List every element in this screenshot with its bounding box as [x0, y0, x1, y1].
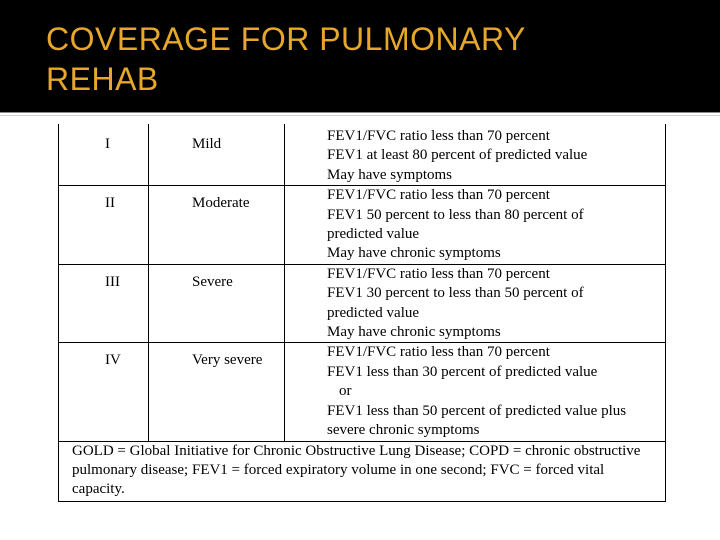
criteria-line: or	[339, 383, 352, 400]
severity-cell: Mild	[149, 127, 285, 186]
divider-line-secondary	[0, 115, 720, 116]
criteria-line: FEV1 at least 80 percent of predicted value	[327, 147, 588, 164]
slide-title-line-2: REHAB	[46, 61, 159, 97]
stage-cell: III	[59, 264, 149, 343]
severity-cell: Moderate	[149, 186, 285, 265]
table-footnote: GOLD = Global Initiative for Chronic Obstructive Lung Disease; COPD = chronic obstructive pulmonary disease; FEV1 = forced expiratory volume in one second; FVC = forced vital capacity.	[59, 441, 666, 501]
stage-cell: IV	[59, 343, 149, 441]
criteria-line: FEV1 30 percent to less than 50 percent of	[327, 285, 584, 302]
criteria-line: severe chronic symptoms	[327, 422, 480, 439]
title-bar	[0, 0, 720, 112]
criteria-line: May have chronic symptoms	[327, 245, 501, 262]
copd-classification-table	[58, 127, 666, 502]
footnote-row	[59, 441, 666, 501]
criteria-cell	[285, 264, 666, 343]
table-top-ticks	[58, 124, 666, 127]
table-row	[59, 264, 666, 343]
divider-line	[0, 112, 720, 113]
criteria-cell	[285, 343, 666, 441]
criteria-line: predicted value	[327, 226, 420, 243]
stage-cell: II	[59, 186, 149, 265]
severity-cell: Very severe	[149, 343, 285, 441]
criteria-line: May have symptoms	[327, 166, 452, 183]
criteria-line: FEV1/FVC ratio less than 70 percent	[327, 128, 550, 144]
criteria-line: FEV1 less than 50 percent of predicted value plus	[327, 402, 627, 419]
table-row	[59, 186, 666, 265]
stage-cell: I	[59, 127, 149, 186]
criteria-line: FEV1 50 percent to less than 80 percent of	[327, 206, 584, 223]
slide-title	[46, 19, 526, 99]
criteria-line: May have chronic symptoms	[327, 324, 501, 341]
table-row	[59, 127, 666, 186]
slide-title-line-1: COVERAGE FOR PULMONARY	[46, 21, 526, 57]
severity-cell: Severe	[149, 264, 285, 343]
criteria-line: FEV1 less than 30 percent of predicted value	[327, 363, 598, 380]
criteria-line: FEV1/FVC ratio less than 70 percent	[327, 265, 550, 282]
criteria-line: FEV1/FVC ratio less than 70 percent	[327, 187, 550, 204]
criteria-cell	[285, 127, 666, 186]
table-row	[59, 343, 666, 441]
criteria-line: FEV1/FVC ratio less than 70 percent	[327, 344, 550, 361]
criteria-cell	[285, 186, 666, 265]
criteria-line: predicted value	[327, 304, 420, 321]
